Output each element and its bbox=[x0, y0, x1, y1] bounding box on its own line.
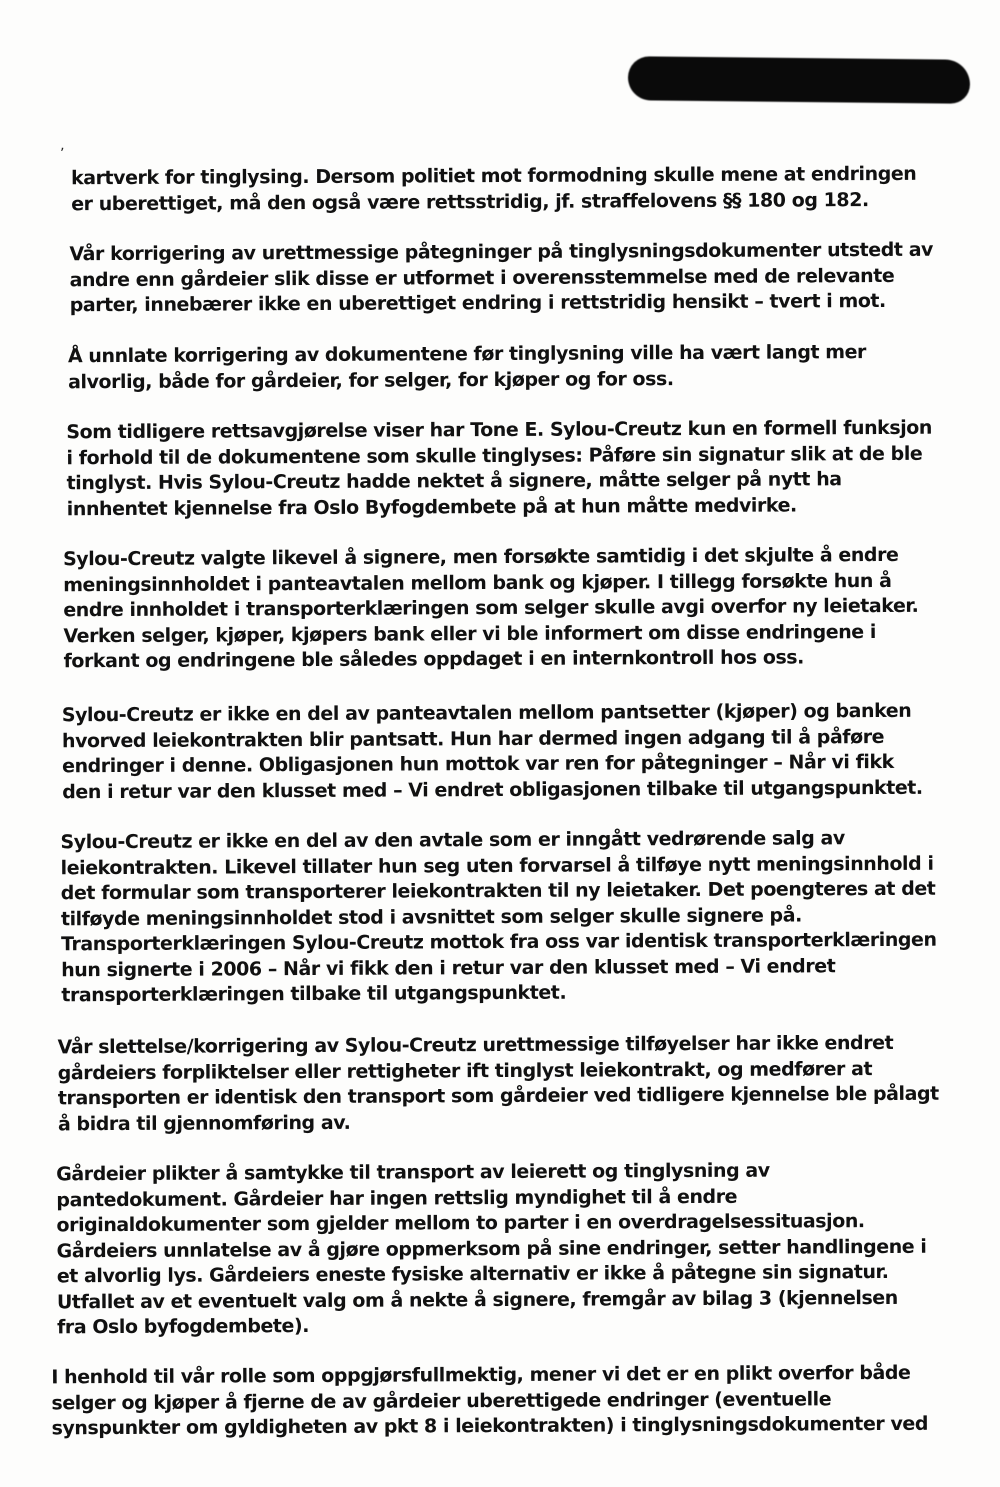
paragraph-correction bbox=[69, 238, 933, 319]
text-line: er uberettiget, må den også være rettsstridig, jf. straffelovens §§ 180 og 182. bbox=[71, 188, 869, 215]
paragraph-mortgage bbox=[62, 699, 923, 806]
text-line: Vår slettelse/korrigering av Sylou-Creutz urettmessige tilføyelser har ikke endret bbox=[57, 1031, 894, 1059]
text-line: endre innholdet i transporterklæringen som selger skulle avgi overfor ny leietaker. bbox=[63, 594, 919, 622]
text-line: hvorved leiekontrakten blir pantsatt. Hun har dermed ingen adgang til å påføre bbox=[61, 725, 885, 752]
text-line: Sylou-Creutz valgte likevel å signere, men forsøkte samtidig i det skjulte å endre bbox=[62, 543, 899, 571]
text-line: parter, innebærer ikke en uberettiget endring i rettstridig hensikt – tvert i mot. bbox=[69, 289, 886, 317]
stray-pen-mark: ʼ bbox=[60, 146, 65, 162]
text-line: gårdeiers forpliktelser eller rettigheter ift tinglyst leiekontrakt, og medfører at bbox=[57, 1057, 873, 1084]
text-line: Sylou-Creutz er ikke en del av panteavtalen mellom pantsetter (kjøper) og banken bbox=[61, 699, 912, 727]
text-line: Utfallet av et eventuelt valg om å nekte å signere, fremgår av bilag 3 (kjennelsen bbox=[56, 1286, 898, 1313]
text-line: forkant og endringene ble således oppdaget i en internkontroll hos oss. bbox=[63, 646, 804, 673]
paragraph-court-ruling bbox=[66, 416, 932, 523]
paragraph-deletion bbox=[58, 1031, 939, 1138]
paragraph-registration bbox=[71, 162, 917, 217]
text-line: selger og kjøper å fjerne de av gårdeier uberettigede endringer (eventuelle bbox=[51, 1387, 832, 1414]
text-line: synspunkter om gyldigheten av pkt 8 i leiekontrakten) i tinglysningsdokumenter ved bbox=[51, 1412, 929, 1440]
paragraph-sale bbox=[60, 826, 936, 1009]
text-line: i forhold til de dokumentene som skulle tinglyses: Påføre sin signatur slik at de ble bbox=[66, 442, 923, 469]
text-line: Som tidligere rettsavgjørelse viser har Tone E. Sylou-Creutz kun en formell funksjon bbox=[66, 416, 933, 444]
text-line: meningsinnholdet i panteavtalen mellom bank og kjøper. I tillegg forsøkte hun å bbox=[63, 569, 892, 596]
text-line: pantedokument. Gårdeier har ingen rettslig myndighet til å endre bbox=[56, 1185, 738, 1211]
paragraph-role bbox=[51, 1361, 928, 1442]
paragraph-signing bbox=[63, 543, 919, 675]
text-line: tinglyst. Hvis Sylou-Creutz hadde nektet å signere, måtte selger på nytt ha bbox=[66, 468, 842, 495]
text-line: fra Oslo byfogdembete). bbox=[56, 1315, 310, 1339]
text-line: Sylou-Creutz er ikke en del av den avtale som er inngått vedrørende salg av bbox=[60, 827, 845, 854]
text-line: Vår korrigering av urettmessige påtegninger på tinglysningsdokumenter utstedt av bbox=[69, 238, 934, 266]
text-line: transporterklæringen tilbake til utgangspunktet. bbox=[61, 981, 567, 1007]
text-line: innhentet kjennelse fra Oslo Byfogdembete på at hun måtte medvirke. bbox=[66, 493, 797, 520]
text-line: andre enn gårdeier slik disse er utformet i overensstemmelse med de relevante bbox=[69, 264, 895, 291]
text-line: et alvorlig lys. Gårdeiers eneste fysiske alternativ er ikke å påtegne sin signatur. bbox=[56, 1260, 889, 1288]
text-line: I henhold til vår rolle som oppgjørsfullmektig, mener vi det er en plikt overfor både bbox=[51, 1361, 911, 1389]
text-line: endringer i denne. Obligasjonen hun mottok var ren for påtegninger – Når vi fikk bbox=[62, 750, 894, 778]
text-line: originaldokumenter som gjelder mellom to parter i en overdragelsessituasjon. bbox=[56, 1210, 865, 1237]
text-line: Gårdeier plikter å samtykke til transport av leierett og tinglysning av bbox=[56, 1159, 770, 1186]
text-line: leiekontrakten. Likevel tillater hun seg uten forvarsel å tilføye nytt meningsinnhold i bbox=[60, 852, 934, 879]
paragraph-omission bbox=[68, 340, 866, 395]
text-line: det formular som transporterer leiekontrakten til ny leietaker. Det poengteres at det bbox=[60, 877, 936, 905]
text-line: Transporterklæringen Sylou-Creutz mottok fra oss var identisk transporterklæringen bbox=[60, 928, 937, 956]
text-line: den i retur var den klusset med – Vi endret obligasjonen tilbake til utgangspunktet. bbox=[62, 776, 923, 803]
text-line: tilføyde meningsinnholdet stod i avsnittet som selger skulle signere på. bbox=[60, 903, 802, 930]
text-line: Verken selger, kjøper, kjøpers bank eller vi ble informert om disse endringene i bbox=[63, 620, 876, 647]
text-line: Å unnlate korrigering av dokumentene før tinglysning ville ha vært langt mer bbox=[67, 341, 867, 368]
text-line: kartverk for tinglysing. Dersom politiet mot formodning skulle mene at endringen bbox=[70, 162, 917, 190]
text-line: å bidra til gjennomføring av. bbox=[57, 1111, 351, 1135]
text-line: alvorlig, både for gårdeier, for selger, for kjøper og for oss. bbox=[68, 367, 674, 393]
text-line: transporten er identisk den transport som gårdeier ved tidligere kjennelse ble pålagt bbox=[57, 1082, 939, 1110]
text-line: hun signerte i 2006 – Når vi fikk den i retur var den klusset med – Vi endret bbox=[61, 954, 836, 981]
text-line: Gårdeiers unnlatelse av å gjøre oppmerksom på sine endringer, setter handlingene i bbox=[56, 1235, 927, 1262]
paragraph-landlord-duty bbox=[56, 1158, 927, 1341]
